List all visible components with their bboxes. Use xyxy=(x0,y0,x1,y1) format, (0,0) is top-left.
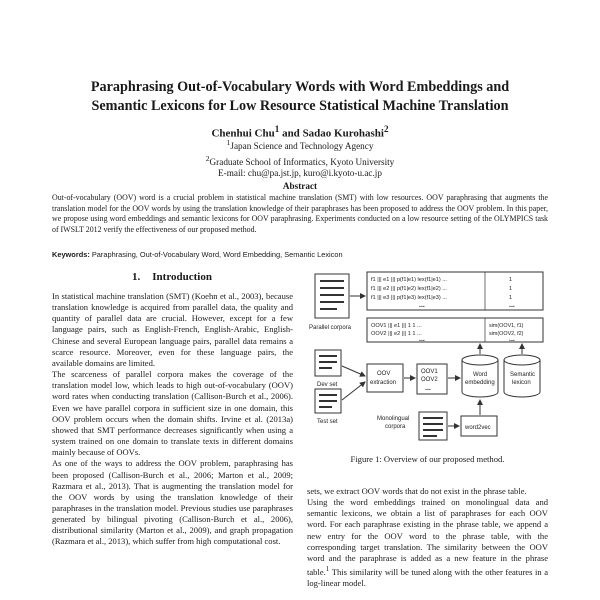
pt-one-2: 1 xyxy=(509,286,513,292)
affil-2-sup: 2 xyxy=(205,153,210,163)
author-2: Sadao Kurohashi xyxy=(302,127,384,140)
monolingual-text-1: Monolingual xyxy=(377,416,410,422)
affil-1: Japan Science and Technology Agency xyxy=(230,141,374,152)
intro-paragraph-3: As one of the ways to address the OOV problem, paraphrasing has been proposed (Callison-Burch et al., 2006; Marton et al., 2009; Razmara et al., 2013). That is augmenting the translation model for the OOV words by using the translation knowledge of their paraphrases in the translation model. Previous studies use paraphrases generated by bilingual pivoting (Callison-Burch et al., 2006), distributional similarity (Marton et al., 2009), and graph propagation (Razmara et al., 2013), which suffer from high computational cost. xyxy=(52,458,293,547)
pt-row-3: f1 ||| e3 ||| p(f1|e3) lex(f1|e3) ... xyxy=(371,295,447,301)
section-number: 1. xyxy=(132,271,141,283)
phrase-table xyxy=(367,272,543,310)
sim-dots: ... xyxy=(509,336,515,343)
oov-list-1: OOV1 xyxy=(421,369,438,375)
right-paragraph-2-tail: This similarity will be tuned along with the other features in a log-linear model. xyxy=(307,566,548,589)
parallel-corpora-label: Parallel corpora xyxy=(309,325,352,331)
pt-dots-right: ... xyxy=(509,302,515,309)
section-title: Introduction xyxy=(152,271,212,283)
overview-diagram xyxy=(307,270,548,452)
right-paragraph-2-text: Using the word embeddings trained on monolingual data and semantic lexicons, we obtain a list of paraphrases for each OOV word. For each paraphrase existing in the phrase table, we append a new entry for the OOV word to the phrase table, with the corresponding target translation. The similarity between the OOV word and the paraphrase is added as a new feature in the phrase table. xyxy=(307,497,548,577)
keywords-line xyxy=(52,250,548,260)
semantic-lexicon-text-1: Semantic xyxy=(510,372,536,378)
oov-extraction-text-2: extraction xyxy=(370,380,397,386)
affil-1-sup: 1 xyxy=(226,138,231,147)
word2vec-box xyxy=(461,416,497,436)
oov-list-2: OOV2 xyxy=(421,377,438,383)
author-2-sup: 2 xyxy=(383,124,389,134)
monolingual-text-2: corpora xyxy=(385,424,406,430)
right-paragraph-2 xyxy=(307,497,548,589)
sim-row-2: sim(OOV2, f2) xyxy=(489,331,524,337)
pt-row-2: f1 ||| e2 ||| p(f1|e2) lex(f1|e2) ... xyxy=(371,286,447,292)
left-column xyxy=(52,291,293,548)
oov-phrase-table xyxy=(367,318,543,343)
oov-row-1: OOV1 ||| e1 ||| 1 1 ... xyxy=(371,323,422,329)
oov-extraction-text-1: OOV xyxy=(377,371,391,377)
title-line-2: Semantic Lexicons for Low Resource Statistical Machine Translation xyxy=(91,98,509,114)
keywords-label: Keywords: xyxy=(52,250,90,259)
author-and: and xyxy=(279,127,303,140)
paper-title xyxy=(40,78,560,116)
oov-dots: ... xyxy=(419,336,425,343)
author-1-sup: 1 xyxy=(274,124,280,134)
parallel-corpora-icon xyxy=(315,274,349,318)
abstract-heading: Abstract xyxy=(282,181,318,191)
oov-extraction-box xyxy=(367,364,403,392)
word-embedding-db xyxy=(462,355,498,397)
abstract-text: Out-of-vocabulary (OOV) word is a crucial problem in statistical machine translation (SMT) with low resources. OOV paraphrasing that augments the translation model for the OOV words by using the translation knowledge of their paraphrases has been proposed to address the OOV problem. In this paper, we propose using word embeddings and semantic lexicons for OOV paraphrasing. Experiments conducted on a low resource setting of the OLYMPICS task of IWSLT 2012 verify the effectiveness of our proposed method. xyxy=(52,193,548,235)
pt-one-1: 1 xyxy=(509,277,513,283)
intro-paragraph-2: The scarceness of parallel corpora makes the coverage of the translation model low, which leads to high out-of-vocabulary (OOV) word rates when conducting translation (Callison-Burch et al., 2006). Even we have parallel corpora in sufficient size in one domain, this OOV problem occurs when the domain shifts. Irvine et al. (2013a) showed that SMT performance decreases significantly when using a system trained on one domain to translate texts in different domains mainly because of OOVs. xyxy=(52,369,293,458)
section-heading-introduction xyxy=(52,271,292,283)
keywords-text: Paraphrasing, Out-of-Vocabulary Word, Word Embedding, Semantic Lexicon xyxy=(89,250,343,259)
pt-one-3: 1 xyxy=(509,295,513,301)
affil-2: Graduate School of Informatics, Kyoto University xyxy=(209,156,395,167)
word-embedding-text-2: embedding xyxy=(465,380,495,386)
word2vec-text: word2vec xyxy=(465,425,491,431)
semantic-lexicon-db xyxy=(504,355,540,397)
affiliations xyxy=(40,137,560,180)
title-line-1: Paraphrasing Out-of-Vocabulary Words with Word Embeddings and xyxy=(90,79,510,95)
footnote-marker: 1 xyxy=(325,565,330,574)
oov-list-dots: ... xyxy=(425,385,431,392)
pt-row-1: f1 ||| e1 ||| p(f1|e1) lex(f1|e1) ... xyxy=(371,277,447,283)
arrow-dev-to-extraction xyxy=(342,366,365,376)
figure-caption: Figure 1: Overview of our proposed method. xyxy=(350,454,505,464)
dev-set-label: Dev set xyxy=(317,382,338,388)
oov-row-2: OOV2 ||| e2 ||| 1 1 ... xyxy=(371,331,422,337)
test-set-icon xyxy=(315,389,341,413)
author-1: Chenhui Chu xyxy=(211,127,275,140)
semantic-lexicon-text-2: lexicon xyxy=(512,380,531,386)
oov-list-box xyxy=(417,364,447,394)
test-set-label: Test set xyxy=(317,419,338,425)
sim-row-1: sim(OOV1, f1) xyxy=(489,323,524,329)
dev-set-icon xyxy=(315,350,341,376)
word-embedding-text-1: Word xyxy=(473,372,488,378)
right-column xyxy=(307,486,548,589)
arrow-test-to-extraction xyxy=(342,382,365,400)
email-line: E-mail: chu@pa.jst.jp, kuro@i.kyoto-u.ac.jp xyxy=(218,168,382,179)
monolingual-corpora-icon xyxy=(419,412,447,440)
intro-paragraph-1: In statistical machine translation (SMT) (Koehn et al., 2003), because translation knowledge is acquired from parallel data, the quality and quantity of parallel data are crucial. However, except for a few language pairs, such as English-French, English-Arabic, English-Chinese and several European language pairs, parallel data remains a scarce resource. Moreover, even for these language pairs, the available domains are limited. xyxy=(52,291,293,368)
pt-dots: ... xyxy=(419,302,425,309)
figure-1 xyxy=(307,270,548,470)
right-paragraph-1: sets, we extract OOV words that do not exist in the phrase table. xyxy=(307,486,527,496)
